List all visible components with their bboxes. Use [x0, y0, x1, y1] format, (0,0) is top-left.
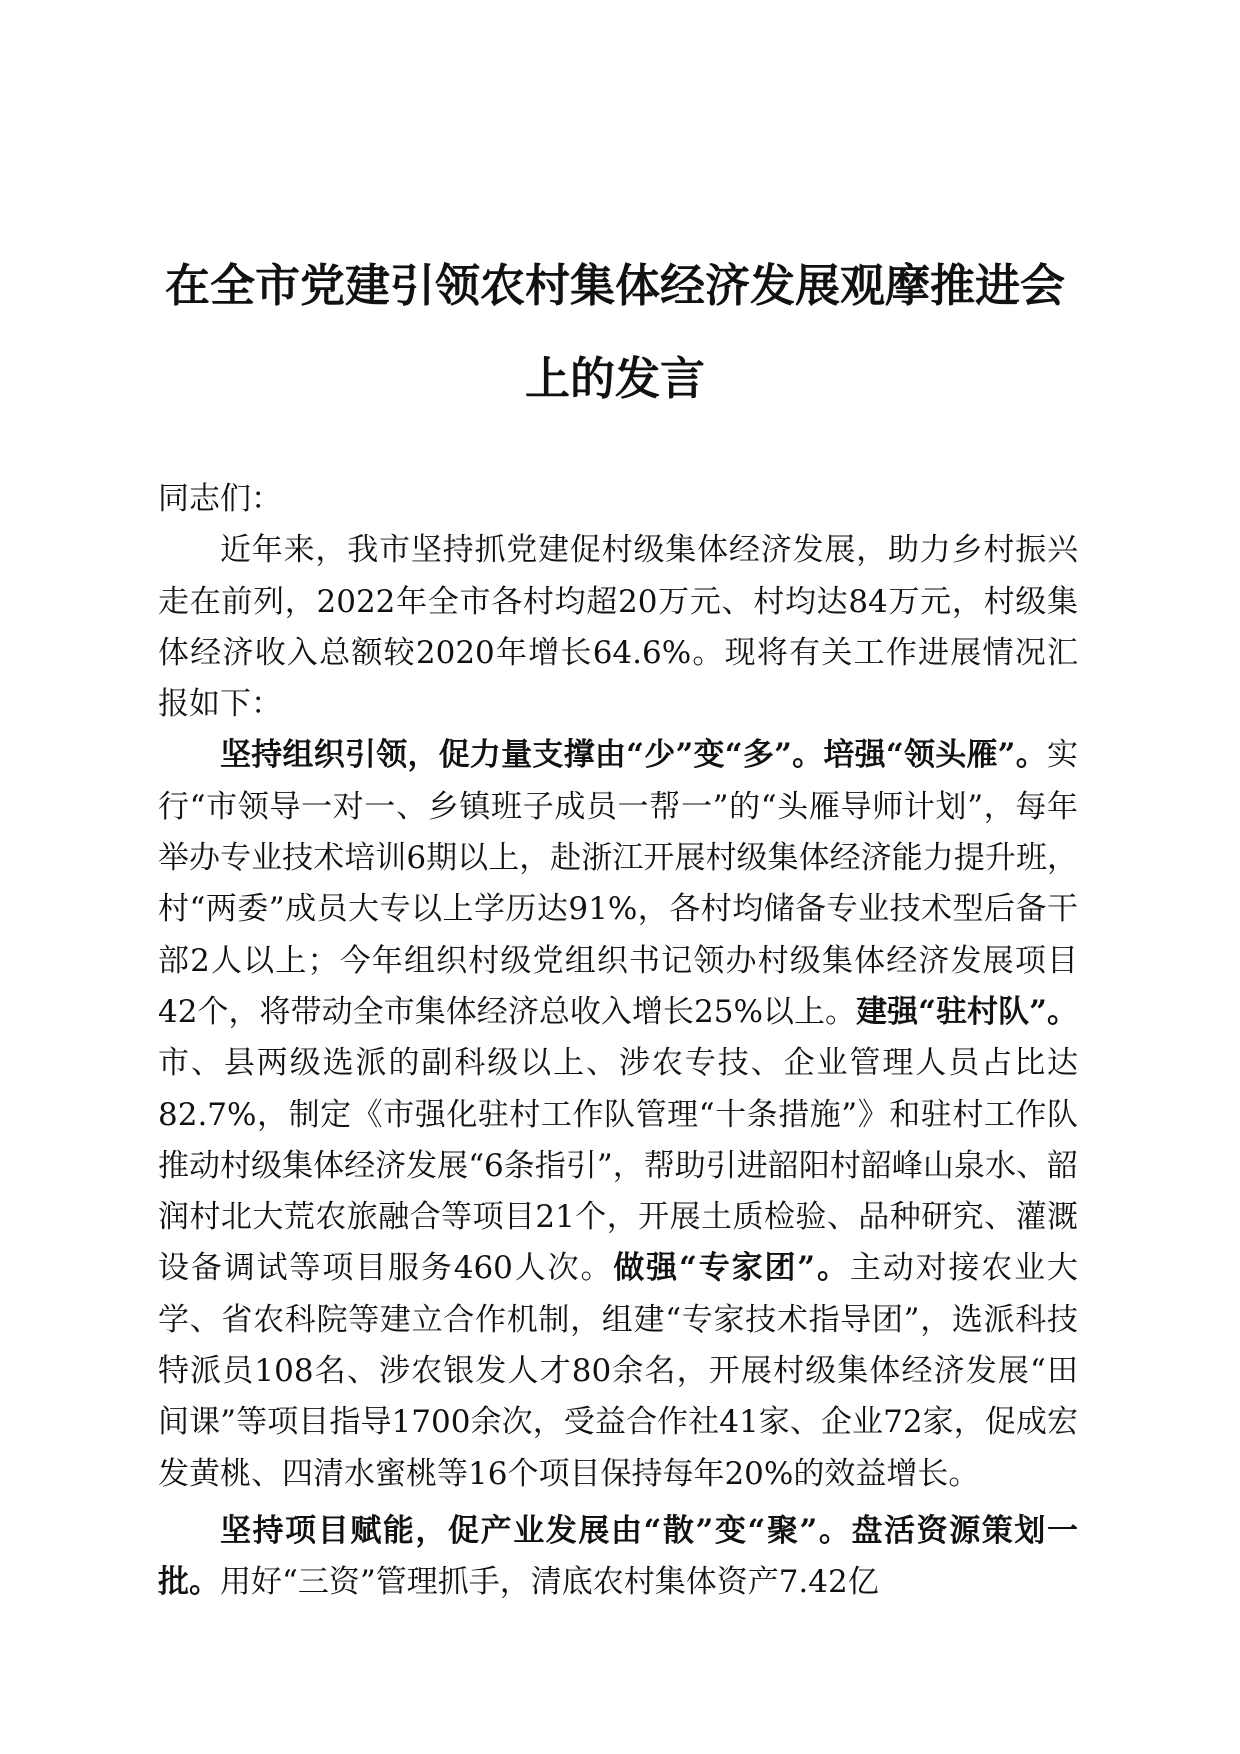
section-1-sub-2-text: 市、县两级选派的副科级以上、涉农专技、企业管理人员占比达82.7%，制定《市强化驻村工作队管理“十条措施”》和驻村工作队推动村级集体经济发展“6条指引”，帮助引进韶阳村韶峰山泉水、韶润村北大荒农旅融合等项目21个，开展土质检验、品种研究、灌溉设备调试等项目服务460人次。	[158, 1045, 1078, 1287]
section-1-sub-3-heading: 做强“专家团”。	[613, 1250, 850, 1287]
section-1-sub-2-heading: 建强“驻村队”。	[856, 993, 1078, 1030]
greeting: 同志们：	[158, 481, 282, 517]
section-1-heading: 坚持组织引领，促力量支撑由“少”变“多”。	[220, 737, 824, 774]
section-2-heading: 坚持项目赋能，促产业发展由“散”变“聚”。	[220, 1512, 852, 1549]
document-title-line-1: 在全市党建引领农村集体经济发展观摩推进会	[164, 259, 1065, 312]
document-title-line-2: 上的发言	[524, 352, 705, 405]
section-1-paragraph	[158, 730, 1078, 1499]
section-1-sub-1-text: 实行“市领导一对一、乡镇班子成员一帮一”的“头雁导师计划”，每年举办专业技术培训6期以上，赴浙江开展村级集体经济能力提升班，村“两委”成员大专以上学历达91%，各村均储备专业技术型后备干部2人以上；今年组织村级党组织书记领办村级集体经济发展项目42个，将带动全市集体经济总收入增长25%以上。	[158, 737, 1078, 1030]
section-2-paragraph	[158, 1506, 1078, 1609]
section-1-sub-3-text: 主动对接农业大学、省农科院等建立合作机制，组建“专家技术指导团”，选派科技特派员108名、涉农银发人才80余名，开展村级集体经济发展“田间课”等项目指导1700余次，受益合作社41家、企业72家，促成宏发黄桃、四清水蜜桃等16个项目保持每年20%的效益增长。	[158, 1250, 1079, 1492]
intro-paragraph: 近年来，我市坚持抓党建促村级集体经济发展，助力乡村振兴走在前列，2022年全市各村均超20万元、村均达84万元，村级集体经济收入总额较2020年增长64.6%。现将有关工作进展情况汇报如下：	[158, 532, 1078, 723]
document-body	[158, 474, 1078, 1609]
section-2-sub-1-text: 用好“三资”管理抓手，清底农村集体资产7.42亿	[220, 1564, 879, 1601]
section-2-sub-1-heading: 盘活资源策划一批。	[158, 1512, 1078, 1601]
section-1-sub-1-heading: 培强“领头雁”。	[823, 737, 1047, 774]
